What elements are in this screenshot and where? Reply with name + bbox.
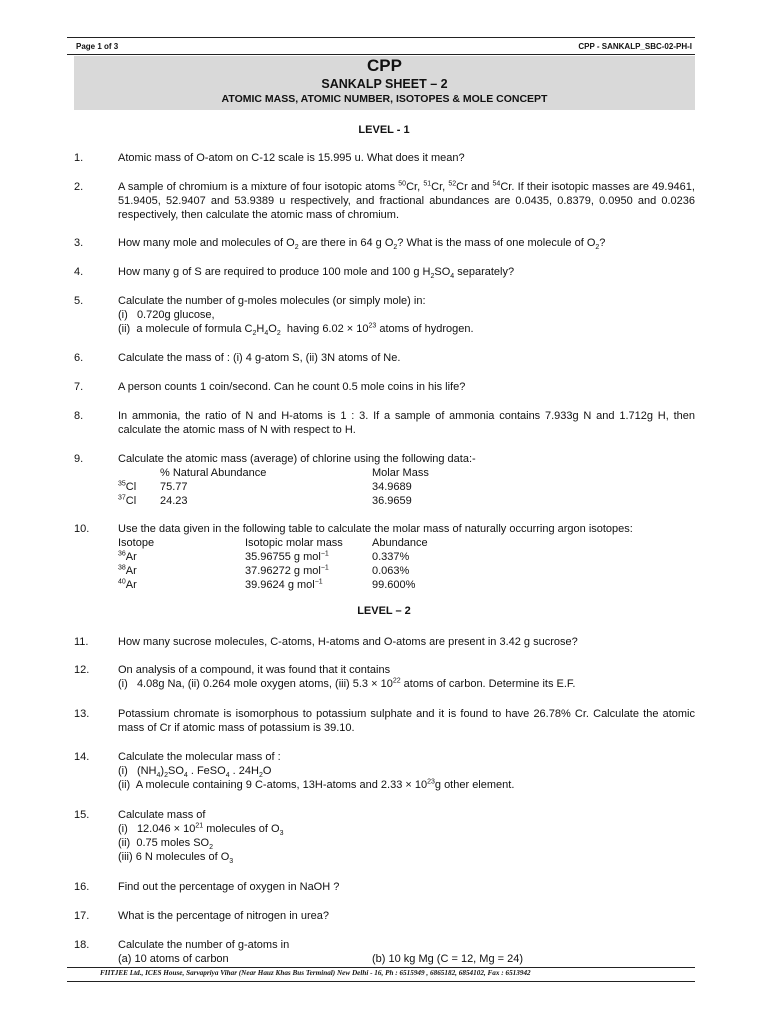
question-text: How many mole and molecules of $O_2$ are there in 64 g $O_2$? What is the mass of one molecule of $O_2$? xyxy=(118,237,606,252)
question-number: 17. xyxy=(74,910,90,922)
table-header xyxy=(118,536,695,550)
question-17 xyxy=(74,909,695,923)
question-text: How many g of S are required to produce 100 mole and 100 g $H_2SO_4$ separately? xyxy=(118,266,515,281)
question-part: (i) 4.08g Na, (ii) 0.264 mole oxygen atoms, (iii) $5.3 \times 10^{22}$ atoms of carbon. Determine its E.F. xyxy=(118,677,576,690)
question-text: Potassium chromate is isomorphous to potassium sulphate and it is found to have 26.78% Cr. Calculate the atomic mass of Cr if atomic mass of potassium is 39.10. xyxy=(118,708,695,734)
question-text: Calculate the number of g-atoms in xyxy=(118,939,290,951)
table-row xyxy=(118,550,695,564)
table-header xyxy=(118,466,695,480)
question-part: (ii) A molecule containing 9 C-atoms, 13H-atoms and $2.33 \times 10^{23}g$ other element. xyxy=(118,778,515,791)
question-number: 4. xyxy=(74,266,84,278)
question-part: (i) 0.720g glucose, xyxy=(118,309,215,321)
footer-address: FIITJEE Ltd., ICES House, Sarvapriya Vihar (Near Hauz Khas Bus Terminal) New Delhi - 16, Ph : 6515949 , 6865182, 6854102, Fax : 6513942 xyxy=(100,969,531,977)
question-part: (i) $12.046 \times 10^{21}$ molecules of $O_3$ xyxy=(118,822,284,838)
cell: 99.600% xyxy=(372,579,416,591)
isotope: $^{36}$Ar xyxy=(118,550,137,563)
question-9 xyxy=(74,452,695,508)
question-15 xyxy=(74,808,695,864)
cell: 0.063% xyxy=(372,565,410,577)
question-number: 8. xyxy=(74,410,84,422)
col-header: Isotope xyxy=(118,537,155,549)
sheet-code: CPP - SANKALP_SBC-02-PH-I xyxy=(578,42,692,51)
question-number: 5. xyxy=(74,295,84,307)
question-16 xyxy=(74,880,695,894)
question-text: What is the percentage of nitrogen in urea? xyxy=(118,910,329,922)
question-text: Calculate the mass of : (i) 4 g-atom S, (ii) 3N atoms of Ne. xyxy=(118,352,401,364)
level-2-heading: LEVEL – 2 xyxy=(357,605,411,617)
question-18 xyxy=(74,938,695,966)
cell: 35.96755 g mol$^{-1}$ xyxy=(245,550,329,563)
question-number: 13. xyxy=(74,708,90,720)
table-row xyxy=(118,578,695,592)
question-8 xyxy=(74,409,695,437)
header-rule xyxy=(67,54,695,55)
level-1-heading: LEVEL - 1 xyxy=(358,124,410,136)
question-number: 6. xyxy=(74,352,84,364)
page-number: Page 1 of 3 xyxy=(76,42,119,51)
question-text: Atomic mass of O-atom on C-12 scale is 15.995 u. What does it mean? xyxy=(118,152,465,164)
question-10 xyxy=(74,522,695,592)
question-number: 10. xyxy=(74,523,90,535)
doc-subtitle: SANKALP SHEET – 2 xyxy=(321,77,448,91)
question-text: In ammonia, the ratio of N and H-atoms is 1 : 3. If a sample of ammonia contains 7.933g N and 1.712g H, then calculate the atomic mass of N with respect to H. xyxy=(118,410,695,436)
question-2 xyxy=(74,180,695,222)
col-header: Abundance xyxy=(372,537,428,549)
question-11 xyxy=(74,635,695,649)
isotope: $^{40}$Ar xyxy=(118,578,137,591)
cell: 37.96272 g mol$^{-1}$ xyxy=(245,564,329,577)
footer-rule xyxy=(67,967,695,968)
question-part: (iii) 6 N molecules of $O_3$ xyxy=(118,851,234,866)
question-14 xyxy=(74,750,695,792)
question-text: Use the data given in the following table to calculate the molar mass of naturally occurring argon isotopes: xyxy=(118,523,633,535)
question-text: A person counts 1 coin/second. Can he count 0.5 mole coins in his life? xyxy=(118,381,466,393)
question-text: Calculate mass of xyxy=(118,809,206,821)
cell: 39.9624 g mol$^{-1}$ xyxy=(245,578,323,591)
isotope: $^{35}$Cl xyxy=(118,480,137,493)
question-text: How many sucrose molecules, C-atoms, H-atoms and O-atoms are present in 3.42 g sucrose? xyxy=(118,636,578,648)
question-7 xyxy=(74,380,695,394)
question-number: 2. xyxy=(74,181,84,193)
col-header: Isotopic molar mass xyxy=(245,537,343,549)
top-rule xyxy=(67,37,695,38)
question-text: A sample of chromium is a mixture of four isotopic atoms $^{50}$Cr, $^{51}$Cr, $^{52}$Cr and $^{54}$Cr. If their isotopic masses are 49.9461, 51.9405, 52.9407 and 53.9389 u respectively, and fractional abundances are 0.0435, 0.8379, 0.0950 and 0.0236 respectively, then calculate the atomic mass of chromium. xyxy=(118,180,695,221)
question-number: 11. xyxy=(74,636,89,648)
table-row xyxy=(118,480,695,494)
question-1 xyxy=(74,151,695,165)
question-number: 16. xyxy=(74,881,90,893)
question-text: Find out the percentage of oxygen in NaOH ? xyxy=(118,881,340,893)
question-number: 9. xyxy=(74,453,84,465)
doc-title: CPP xyxy=(367,56,402,75)
question-part: (b) 10 kg Mg (C = 12, Mg = 24) xyxy=(372,953,524,965)
question-part: (a) 10 atoms of carbon xyxy=(118,953,229,965)
question-13 xyxy=(74,707,695,735)
question-text: Calculate the number of g-moles molecules (or simply mole) in: xyxy=(118,295,426,307)
isotope: $^{37}$Cl xyxy=(118,494,137,507)
question-6 xyxy=(74,351,695,365)
question-4 xyxy=(74,265,695,279)
question-12 xyxy=(74,663,695,691)
title-banner xyxy=(74,56,695,110)
question-parts-row xyxy=(118,952,695,966)
col-header: Molar Mass xyxy=(372,467,429,479)
question-number: 3. xyxy=(74,237,84,249)
doc-topic: ATOMIC MASS, ATOMIC NUMBER, ISOTOPES & MOLE CONCEPT xyxy=(221,93,548,105)
bottom-rule xyxy=(67,981,695,982)
cell: 75.77 xyxy=(160,481,188,493)
question-5 xyxy=(74,294,695,336)
question-text: Calculate the atomic mass (average) of chlorine using the following data:- xyxy=(118,453,476,465)
cell: 34.9689 xyxy=(372,481,412,493)
question-part: (i) $(NH_4)_2SO_4$ . FeSO$_4$ . $24H_2O$ xyxy=(118,765,272,780)
question-number: 18. xyxy=(74,939,90,951)
question-number: 7. xyxy=(74,381,84,393)
question-number: 12. xyxy=(74,664,90,676)
question-number: 14. xyxy=(74,751,90,763)
isotope: $^{38}$Ar xyxy=(118,564,137,577)
table-row xyxy=(118,564,695,578)
cell: 36.9659 xyxy=(372,495,412,507)
question-text: On analysis of a compound, it was found that it contains xyxy=(118,664,391,676)
cell: 0.337% xyxy=(372,551,410,563)
cell: 24.23 xyxy=(160,495,188,507)
question-3 xyxy=(74,236,695,250)
question-part: (ii) a molecule of formula $C_2H_4O_2$ having $6.02 \times 10^{23}$ atoms of hydrogen. xyxy=(118,322,474,338)
col-header: % Natural Abundance xyxy=(160,467,267,479)
question-text: Calculate the molecular mass of : xyxy=(118,751,281,763)
table-row xyxy=(118,494,695,508)
question-part: (ii) 0.75 moles $SO_2$ xyxy=(118,837,213,852)
question-number: 15. xyxy=(74,809,90,821)
question-number: 1. xyxy=(74,152,84,164)
